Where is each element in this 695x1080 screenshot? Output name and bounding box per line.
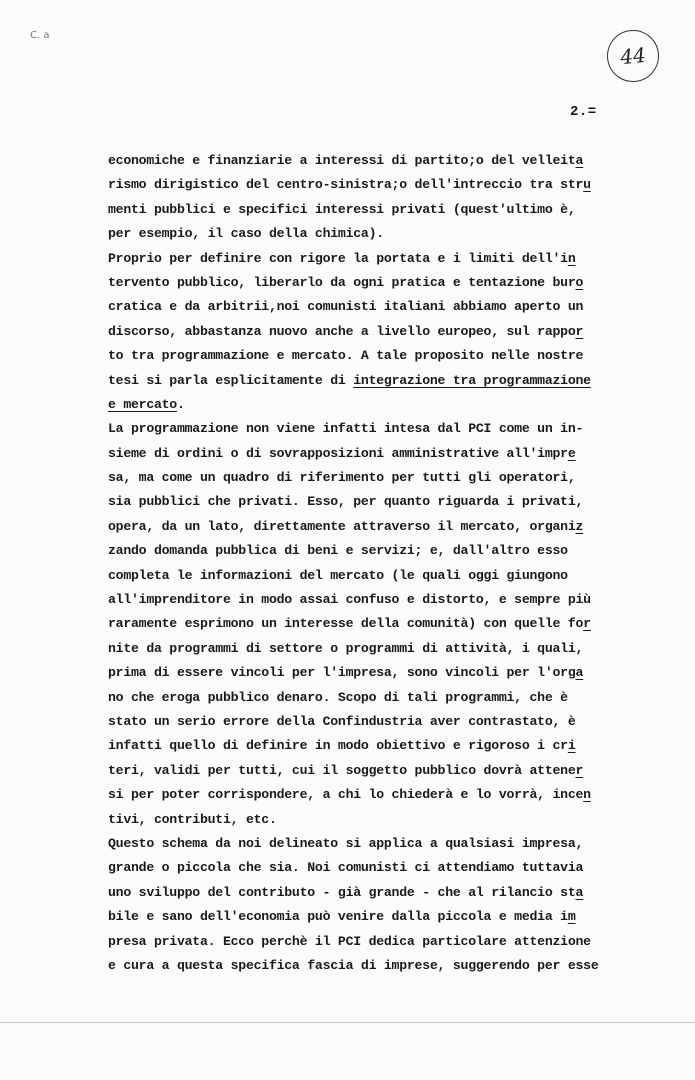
text-line [108,247,668,271]
text-segment: Questo schema da noi delineato si applica a qualsiasi impresa, [108,835,584,851]
handwritten-folio-number: 44 [604,27,661,84]
text-segment: tervento pubblico, liberarlo da ogni pratica e tentazione bur [108,274,576,290]
text-segment: discorso, abbastanza nuovo anche a livello europeo, sul rappo [108,323,576,339]
text-line [108,515,668,539]
text-segment: all'imprenditore in modo assai confuso e distorto, e sempre più [108,592,591,608]
text-segment: tivi, contributi, etc. [108,811,277,827]
text-line [108,539,668,563]
text-line [108,783,668,807]
underlined-text: e mercato [108,396,177,412]
text-line [108,564,668,588]
text-segment: menti pubblici e specifici interessi privati (quest'ultimo è, [108,201,576,217]
text-segment: bile e sano dell'economia può venire dalla piccola e media i [108,909,568,925]
text-segment: uno sviluppo del contributo - già grande - che al rilancio st [108,884,576,900]
underlined-text: r [575,323,584,339]
page-edge-divider [0,1022,695,1023]
text-line [108,417,668,441]
corner-mark: C. a [30,30,50,41]
underlined-text: n [583,787,591,803]
underlined-text: n [567,250,576,266]
underlined-text: u [583,177,591,193]
text-line [108,173,668,197]
text-segment: sa, ma come un quadro di riferimento per tutti gli operatori, [108,470,576,486]
text-segment: Proprio per definire con rigore la portata e i limiti dell'i [108,250,568,266]
underlined-text: e [567,445,576,461]
text-segment: si per poter corrispondere, a chi lo chiederà e lo vorrà, ince [108,787,584,803]
text-line [108,320,668,344]
text-line [108,442,668,466]
text-line [108,686,668,710]
text-line [108,808,668,832]
underlined-text: o [575,274,584,290]
underlined-text: m [567,909,576,925]
text-segment: e cura a questa specifica fascia di imprese, suggerendo per esse [108,957,599,973]
text-segment: no che eroga pubblico denaro. Scopo di tali programmi, che è [108,689,568,705]
typewritten-body-text [108,149,668,978]
underlined-text: integrazione tra programmazione [353,372,591,388]
underlined-text: a [575,884,584,900]
text-line [108,637,668,661]
text-segment: La programmazione non viene infatti intesa dal PCI come un in- [108,421,584,437]
text-line [108,295,668,319]
text-segment: opera, da un lato, direttamente attraverso il mercato, organi [108,518,576,534]
text-segment: cratica e da arbitrii,noi comunisti italiani abbiamo aperto un [108,299,584,315]
text-line [108,661,668,685]
underlined-text: a [575,153,584,168]
text-line [108,612,668,636]
text-line [108,198,668,222]
text-line [108,734,668,758]
text-segment: zando domanda pubblica di beni e servizi; e, dall'altro esso [108,543,568,559]
text-segment: sia pubblici che privati. Esso, per quanto riguarda i privati, [108,494,584,510]
text-line [108,759,668,783]
text-line [108,881,668,905]
text-segment: infatti quello di definire in modo obiettivo e rigoroso i cr [108,738,568,754]
text-segment: grande o piccola che sia. Noi comunisti ci attendiamo tuttavia [108,860,584,876]
text-segment: economiche e finanziarie a interessi di partito;o del velleit [108,153,576,168]
text-line [108,271,668,295]
text-segment: stato un serio errore della Confindustria aver contrastato, è [108,713,576,729]
text-segment: tesi si parla esplicitamente di [108,372,354,388]
text-segment: sieme di ordini o di sovrapposizioni amministrative all'impr [108,445,568,461]
text-segment: prima di essere vincoli per l'impresa, sono vincoli per l'org [108,665,576,681]
text-line [108,490,668,514]
text-line [108,222,668,246]
text-segment: rismo dirigistico del centro-sinistra;o dell'intreccio tra str [108,177,584,193]
underlined-text: i [567,738,576,754]
text-segment: raramente esprimono un interesse della comunità) con quelle fo [108,616,584,632]
text-segment: nite da programmi di settore o programmi di attività, i quali, [108,640,584,656]
text-segment: completa le informazioni del mercato (le quali oggi giungono [108,567,568,583]
text-line [108,588,668,612]
text-line [108,832,668,856]
text-line [108,930,668,954]
text-line [108,344,668,368]
text-line [108,954,668,978]
text-segment: . [176,396,185,412]
underlined-text: z [575,518,584,534]
text-line [108,466,668,490]
text-segment: presa privata. Ecco perchè il PCI dedica particolare attenzione [108,933,591,949]
text-line [108,149,668,173]
text-line [108,369,668,393]
text-segment: per esempio, il caso della chimica). [108,226,384,242]
underlined-text: r [575,762,584,778]
text-line [108,710,668,734]
text-line [108,905,668,929]
text-segment: to tra programmazione e mercato. A tale proposito nelle nostre [108,348,584,364]
text-line [108,393,668,417]
underlined-text: a [575,665,584,681]
underlined-text: r [583,616,591,632]
text-segment: teri, validi per tutti, cui il soggetto pubblico dovrà attene [108,762,576,778]
text-line [108,856,668,880]
page-number: 2.= [570,104,597,120]
